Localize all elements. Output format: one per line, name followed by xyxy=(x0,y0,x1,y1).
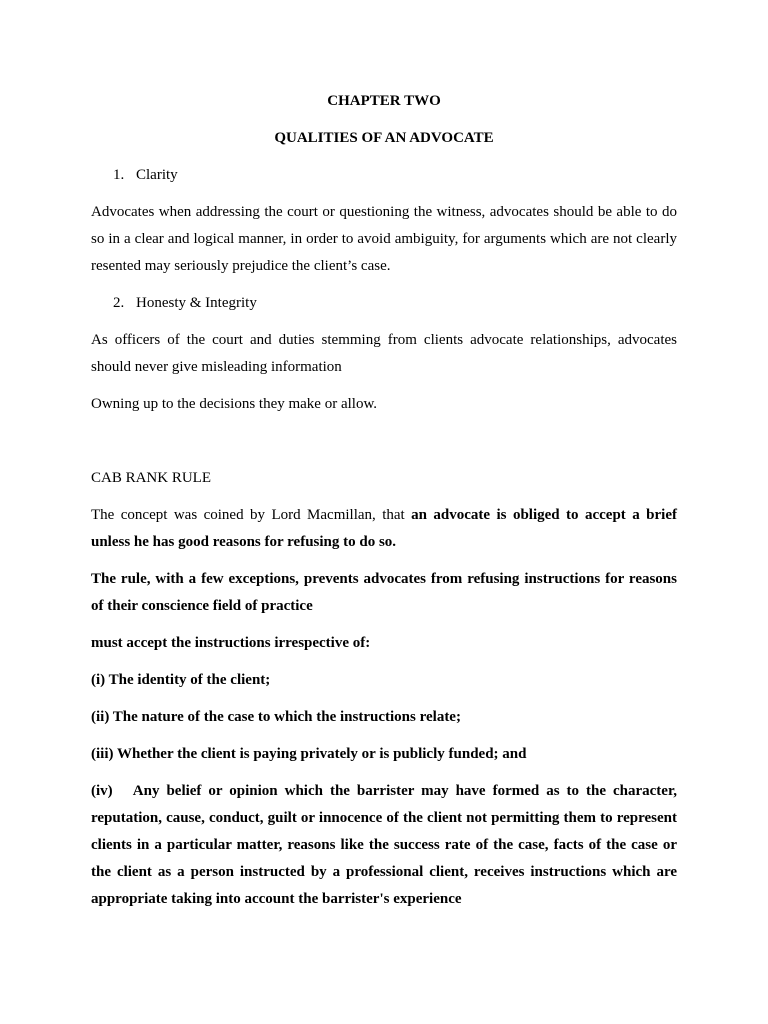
spacer xyxy=(91,428,677,465)
chapter-title: CHAPTER TWO xyxy=(327,93,441,109)
rule-paragraph: The rule, with a few exceptions, prevents advocates from refusing instructions for reasons of their conscience field of practice xyxy=(91,571,677,614)
honesty-paragraph: As officers of the court and duties stemming from clients advocate relationships, advocates should never give misleading information xyxy=(91,332,677,375)
section-title: QUALITIES OF AN ADVOCATE xyxy=(274,130,494,146)
list-item-clarity xyxy=(91,162,677,189)
list-item-honesty xyxy=(91,290,677,317)
clarity-paragraph: Advocates when addressing the court or questioning the witness, advocates should be able to do so in a clear and logical manner, in order to avoid ambiguity, for arguments which are not clearly resented may seriously prejudice the client’s case. xyxy=(91,204,677,274)
list-number: 2. xyxy=(113,295,125,311)
point-iv: (iv) Any belief or opinion which the barrister may have formed as to the character, reputation, cause, conduct, guilt or innocence of the client not permitting them to represent clients in a particular matter, reasons like the success rate of the case, facts of the case or the client as a person instructed by a professional client, receives instructions which are appropriate taking into account the barrister's experience xyxy=(91,783,677,907)
cab-rank-heading: CAB RANK RULE xyxy=(91,470,212,486)
list-label: Honesty & Integrity xyxy=(136,295,257,311)
point-i: (i) The identity of the client; xyxy=(91,672,271,688)
point-iii: (iii) Whether the client is paying privately or is publicly funded; and xyxy=(91,746,527,762)
point-ii: (ii) The nature of the case to which the instructions relate; xyxy=(91,709,461,725)
concept-bold-text: an advocate is obliged to accept a brief unless he has good reasons for refusing to do so. xyxy=(91,507,677,550)
list-number: 1. xyxy=(113,167,125,183)
must-accept-paragraph: must accept the instructions irrespective of: xyxy=(91,635,371,651)
concept-paragraph xyxy=(91,502,677,556)
list-label: Clarity xyxy=(136,167,178,183)
concept-plain-text: The concept was coined by Lord Macmillan, that xyxy=(91,507,412,523)
owning-paragraph: Owning up to the decisions they make or allow. xyxy=(91,396,378,412)
